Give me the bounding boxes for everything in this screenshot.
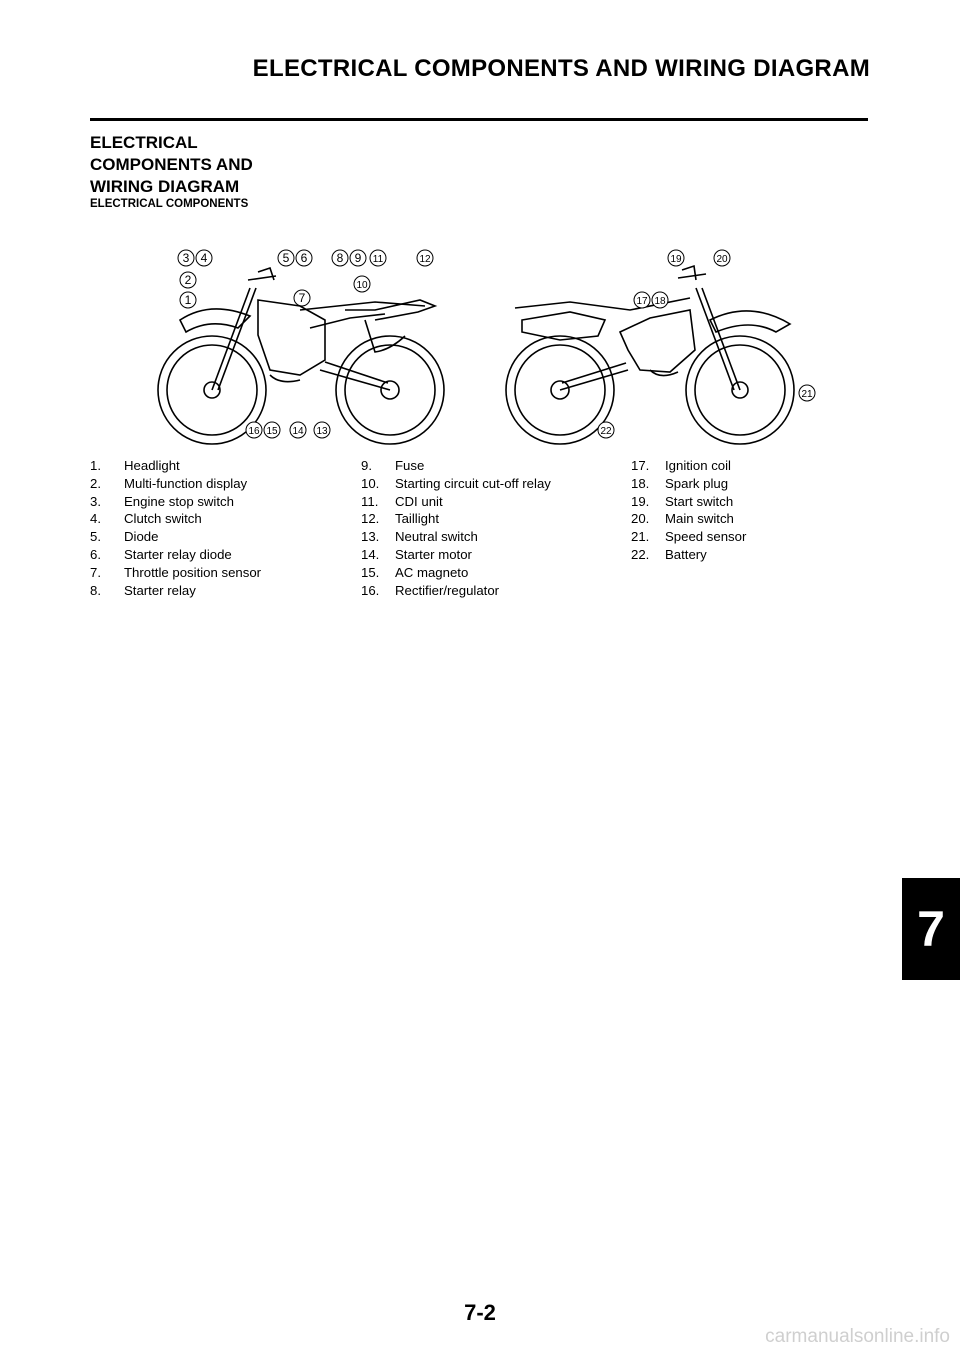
legend-item-label: Taillight [395, 511, 439, 527]
legend-item-label: AC magneto [395, 564, 469, 580]
legend-item-label: Throttle position sensor [124, 564, 262, 580]
legend-item [361, 582, 551, 600]
svg-text:15: 15 [266, 426, 278, 437]
svg-text:11: 11 [372, 254, 384, 265]
legend-item-label: Fuse [395, 458, 425, 473]
callout-2 [180, 272, 196, 288]
page-number: 7-2 [464, 1300, 496, 1325]
svg-text:8: 8 [336, 251, 344, 265]
legend-item-number: 5. [90, 529, 101, 545]
legend-item [631, 528, 746, 546]
svg-text:20: 20 [716, 254, 728, 265]
callout-12 [417, 250, 433, 266]
legend-item-label: Spark plug [665, 475, 729, 491]
svg-text:3: 3 [182, 251, 190, 265]
legend-item [631, 510, 746, 528]
legend-item-label: Main switch [665, 511, 734, 527]
legend-item-number: 14. [361, 546, 380, 562]
callout-9 [350, 250, 366, 266]
legend-column-3 [631, 457, 746, 564]
legend-item [361, 528, 551, 546]
legend-item-label: Multi-function display [124, 475, 248, 491]
legend-item-label: Starter relay [124, 582, 196, 598]
svg-text:21: 21 [801, 389, 813, 400]
legend-item-label: Headlight [124, 458, 180, 473]
callout-20 [714, 250, 730, 266]
legend-item-label: Diode [124, 529, 159, 545]
legend-item-number: 6. [90, 546, 101, 562]
callout-14 [290, 422, 306, 438]
legend-item-number: 10. [361, 475, 380, 491]
legend-item-number: 7. [90, 564, 101, 580]
svg-text:17: 17 [636, 296, 648, 307]
legend-item [361, 510, 551, 528]
legend-item-number: 12. [361, 511, 380, 527]
svg-text:9: 9 [354, 251, 362, 265]
legend-item-number: 4. [90, 511, 101, 527]
callout-7 [294, 290, 310, 306]
legend-item [361, 457, 551, 475]
legend-item-number: 15. [361, 564, 380, 580]
legend-item-label: Clutch switch [124, 511, 202, 527]
chapter-tab: 7 [902, 878, 960, 980]
svg-text:13: 13 [316, 426, 328, 437]
legend-item [90, 528, 261, 546]
legend-item [90, 582, 261, 600]
section-title: ELECTRICAL COMPONENTS AND WIRING DIAGRAM [90, 133, 253, 196]
callout-11 [370, 250, 386, 266]
svg-text:18: 18 [654, 296, 666, 307]
right-side-motorcycle [506, 266, 794, 444]
legend-item-number: 2. [90, 475, 101, 491]
callout-22 [598, 422, 614, 438]
header-rule [90, 118, 868, 121]
legend-item-number: 21. [631, 529, 650, 545]
legend-item-label: Engine stop switch [124, 493, 234, 509]
legend-item [90, 564, 261, 582]
legend-item-label: Starter motor [395, 546, 472, 562]
svg-text:10: 10 [356, 280, 368, 291]
legend-column-1 [90, 457, 261, 599]
legend-item [361, 493, 551, 511]
svg-text:1: 1 [184, 293, 192, 307]
callout-4 [196, 250, 212, 266]
callout-17 [634, 292, 650, 308]
callout-21 [799, 385, 815, 401]
legend-item-label: Speed sensor [665, 529, 747, 545]
legend-item-number: 8. [90, 582, 101, 598]
legend-item [361, 475, 551, 493]
callout-19 [668, 250, 684, 266]
legend-item [90, 493, 261, 511]
watermark: carmanualsonline.info [765, 1326, 950, 1347]
callout-10 [354, 276, 370, 292]
legend-item-number: 17. [631, 458, 650, 473]
legend-item [90, 510, 261, 528]
legend-item [90, 546, 261, 564]
svg-text:5: 5 [282, 251, 290, 265]
legend-item-label: Neutral switch [395, 529, 478, 545]
legend-item-number: 11. [361, 493, 379, 509]
svg-text:22: 22 [600, 426, 612, 437]
legend-item [90, 475, 261, 493]
legend-item-label: Start switch [665, 493, 734, 509]
legend-item [90, 457, 261, 475]
legend-item-number: 22. [631, 546, 650, 562]
callout-1 [180, 292, 196, 308]
callout-15 [264, 422, 280, 438]
callout-16 [246, 422, 262, 438]
svg-text:16: 16 [248, 426, 260, 437]
legend-item-number: 1. [90, 458, 101, 473]
svg-text:12: 12 [419, 254, 431, 265]
page-header-title: ELECTRICAL COMPONENTS AND WIRING DIAGRAM [252, 55, 870, 82]
motorcycle-illustration [150, 240, 830, 445]
legend-item-number: 9. [361, 458, 372, 473]
legend-item-label: Battery [665, 546, 707, 562]
legend-item-label: Ignition coil [665, 458, 731, 473]
callout-3 [178, 250, 194, 266]
legend-item-label: Starting circuit cut-off relay [395, 475, 551, 491]
legend-item [631, 457, 746, 475]
legend-item [361, 564, 551, 582]
svg-text:7: 7 [298, 291, 306, 305]
svg-text:4: 4 [200, 251, 208, 265]
legend-column-2 [361, 457, 551, 599]
svg-text:6: 6 [300, 251, 308, 265]
legend-item-label: CDI unit [395, 493, 443, 509]
legend-item-label: Rectifier/regulator [395, 582, 500, 598]
legend-item-label: Starter relay diode [124, 546, 232, 562]
svg-text:2: 2 [184, 273, 192, 287]
svg-text:14: 14 [292, 426, 304, 437]
callout-8 [332, 250, 348, 266]
section-subtitle: ELECTRICAL COMPONENTS [90, 198, 249, 210]
legend-item [361, 546, 551, 564]
callout-13 [314, 422, 330, 438]
callout-6 [296, 250, 312, 266]
callout-5 [278, 250, 294, 266]
legend-item-number: 19. [631, 493, 650, 509]
callout-18 [652, 292, 668, 308]
legend-item [631, 546, 746, 564]
legend-item-number: 18. [631, 475, 650, 491]
legend-item [631, 475, 746, 493]
legend-item-number: 16. [361, 582, 380, 598]
svg-text:19: 19 [670, 254, 682, 265]
legend-item-number: 13. [361, 529, 380, 545]
legend-item-number: 20. [631, 511, 650, 527]
legend-item-number: 3. [90, 493, 101, 509]
legend-item [631, 493, 746, 511]
